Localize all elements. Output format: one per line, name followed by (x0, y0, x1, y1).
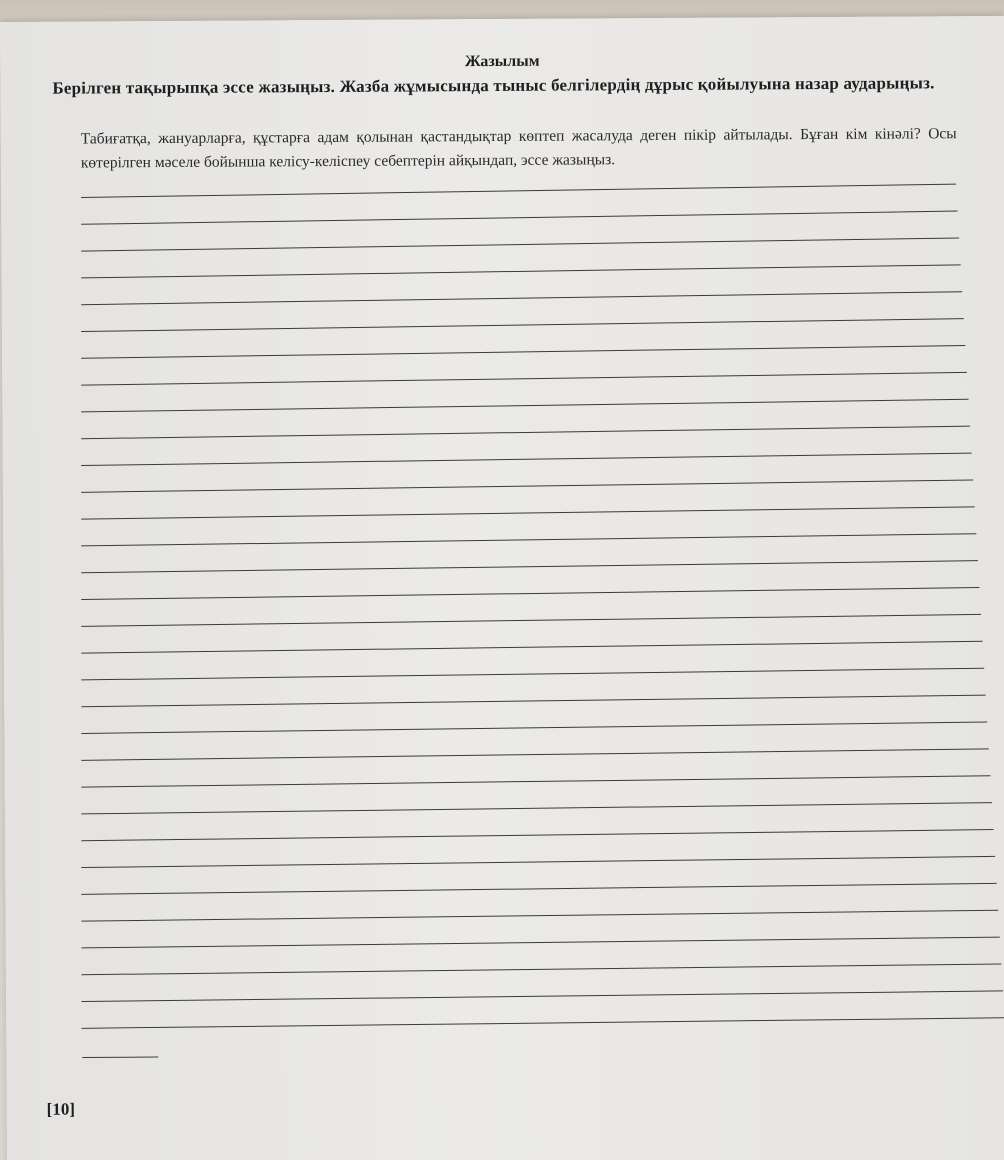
worksheet-page (0, 16, 1004, 1160)
essay-prompt: Табиғатқа, жануарларға, құстарға адам қолынан қастандықтар көптеп жасалуда деген пікір айтылады. Бұған кім кінәлі? Осы көтерілген мәселе бойынша келісу-келіспеу себептерін айқындап, эссе жазыңыз. (80, 125, 957, 172)
essay-answer-area[interactable] (75, 176, 970, 1081)
section-heading: Жазылым (464, 52, 540, 71)
task-instruction: Берілген тақырыпқа эссе жазыңыз. Жазба жұмысында тыныс белгілердің дұрыс қойылуына назар аударыңыз. (52, 73, 935, 98)
score-marks: [10] (46, 1099, 76, 1119)
